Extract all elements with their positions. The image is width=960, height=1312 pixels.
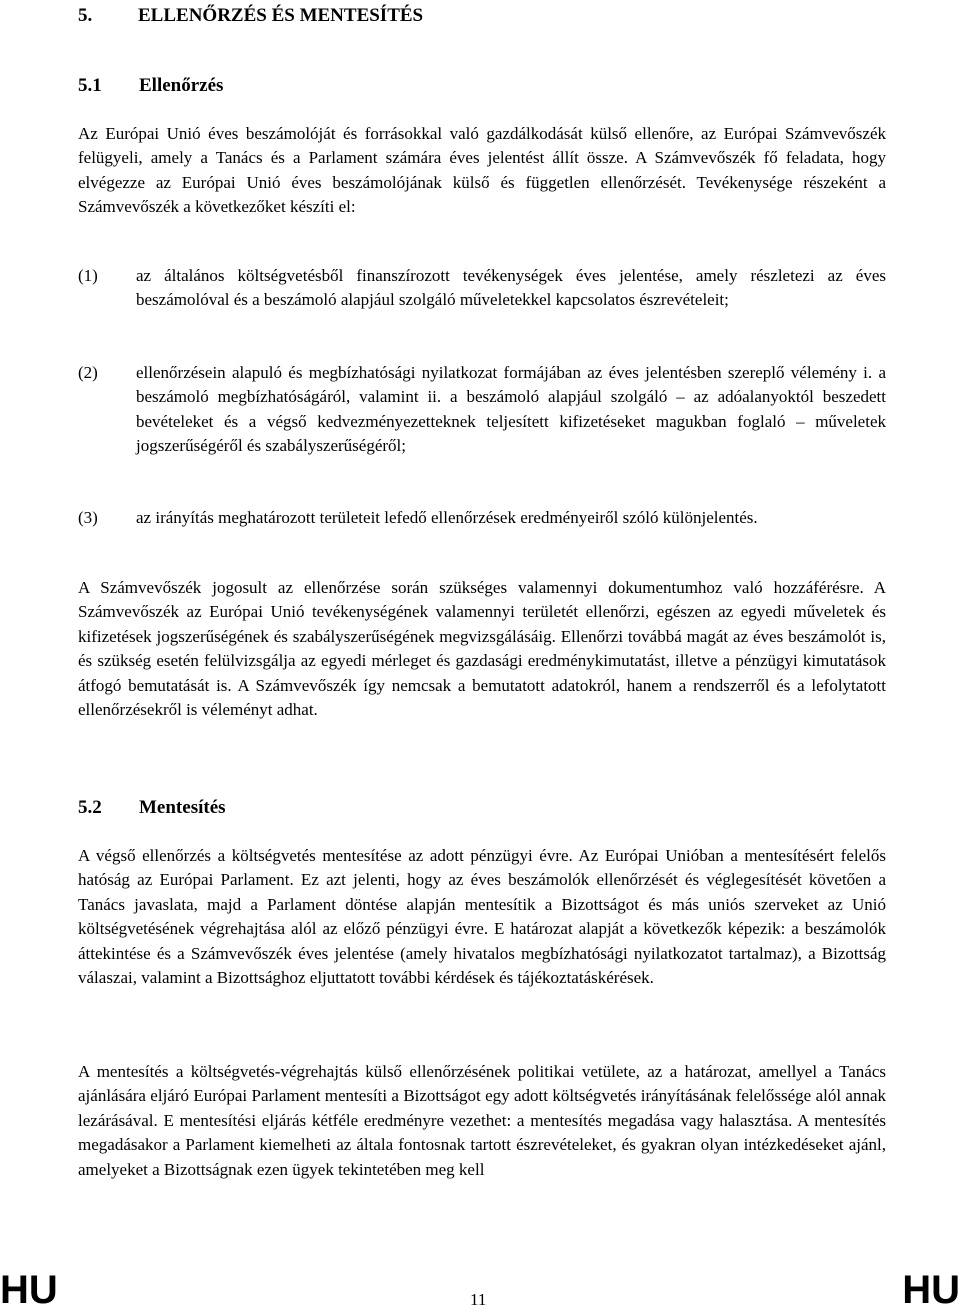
page-number: 11 xyxy=(470,1290,487,1309)
list-item-text: ellenőrzésein alapuló és megbízhatósági nyilatkozat formájában az éves jelentésben szereplő vélemény i. a beszámoló megbízhatóságáról, valamint ii. a beszámoló alapjául szolgáló – az adóalanyoktól beszedett bevételeket és a végső kedvezményezetteknek teljesített kifizetéseket magukban foglaló – műveletek jogszerűségéről és szabályszerűségéről; xyxy=(136,363,886,456)
list-item-number: (3) xyxy=(78,508,98,527)
list-item-2 xyxy=(78,361,886,459)
section-title: Mentesítés xyxy=(139,797,226,818)
list-item-3 xyxy=(78,506,886,530)
footer-language-right: HU xyxy=(902,1268,960,1312)
list-item-number: (1) xyxy=(78,266,98,285)
list-item-1 xyxy=(78,264,886,313)
section-1-closing-paragraph: A Számvevőszék jogosult az ellenőrzése során szükséges valamennyi dokumentumhoz való hozzáférésre. A Számvevőszék az Európai Unió tevékenységének valamennyi területét ellenőrzi, egészen az egyedi műveletek és kifizetések jogszerűségének és szabályszerűségének megvizsgálásáig. Ellenőrzi továbbá magát az éves beszámolót is, és szükség esetén felülvizsgálja az egyedi mérleget és gazdasági eredménykimutatást, illetve a pénzügyi kimutatások átfogó bemutatását is. A Számvevőszék így nemcsak a bemutatott adatokról, hanem a rendszerről és a lefolytatott ellenőrzésekről is véleményt adhat. xyxy=(78,578,886,720)
section-title: Ellenőrzés xyxy=(139,75,224,96)
list-item-text: az irányítás meghatározott területeit lefedő ellenőrzések eredményeiről szóló különjelentés. xyxy=(136,508,758,527)
section-number: 5.2 xyxy=(78,797,102,818)
footer-language-left: HU xyxy=(0,1268,58,1312)
section-2-paragraph-2: A mentesítés a költségvetés-végrehajtás külső ellenőrzésének politikai vetülete, az a határozat, amellyel a Tanács ajánlására eljáró Európai Parlament mentesíti a Bizottságot egy adott költségvetés irányításának felelőssége alól annak lezárásával. E mentesítési eljárás kétféle eredményre vezethet: a mentesítés megadása vagy halasztása. A mentesítés megadásakor a Parlament kiemelheti az általa fontosnak tartott észrevételeket, és gyakran olyan intézkedéseket ajánl, amelyeket a Bizottságnak ezen ügyek tekintetében meg kell xyxy=(78,1062,886,1179)
chapter-title: ELLENŐRZÉS ÉS MENTESÍTÉS xyxy=(138,5,424,26)
section-heading-5-2 xyxy=(78,796,886,820)
section-1-intro-paragraph: Az Európai Unió éves beszámolóját és forrásokkal való gazdálkodását külső ellenőre, az Európai Számvevőszék felügyeli, amely a Tanács és a Parlament számára éves jelentést állít össze. A Számvevőszék fő feladata, hogy elvégezze az Európai Unió éves beszámolójának külső és független ellenőrzését. Tevékenysége részeként a Számvevőszék a következőket készíti el: xyxy=(78,124,886,217)
list-item-text: az általános költségvetésből finanszírozott tevékenységek éves jelentése, amely részletezi az éves beszámolóval és a beszámoló alapjául szolgáló műveletekkel kapcsolatos észrevételeit; xyxy=(136,266,886,310)
section-2-paragraph-1: A végső ellenőrzés a költségvetés mentesítése az adott pénzügyi évre. Az Európai Unióban a mentesítésért felelős hatóság az Európai Parlament. Ez azt jelenti, hogy az éves beszámolók ellenőrzését és véglegesítését követően a Tanács javaslata, majd a Parlament döntése alapján mentesítik a Bizottságot és más uniós szerveket az Unió költségvetésének végrehajtása alól az előző pénzügyi évre. E határozat alapját a következők képezik: a beszámolók áttekintése és a Számvevőszék éves jelentése (amely hivatalos megbízhatósági nyilatkozatot tartalmaz), a Bizottság válaszai, valamint a Bizottsághoz eljuttatott további kérdések és tájékoztatáskérések. xyxy=(78,846,886,988)
chapter-heading xyxy=(78,4,423,28)
section-number: 5.1 xyxy=(78,75,102,96)
chapter-number: 5. xyxy=(78,5,93,26)
list-item-number: (2) xyxy=(78,363,98,382)
section-heading-5-1 xyxy=(78,74,886,98)
